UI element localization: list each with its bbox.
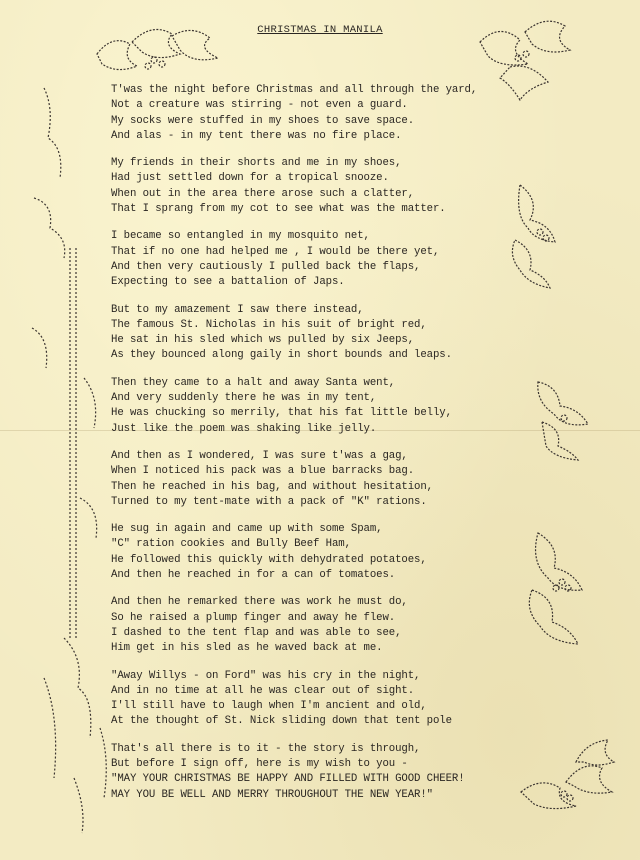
poem-line: T'was the night before Christmas and all through the yard, — [111, 84, 478, 96]
poem-line: He was chucking so merrily, that his fat little belly, — [111, 407, 452, 420]
holly-sprig-icon — [516, 732, 616, 812]
stanza — [111, 156, 531, 217]
stanza — [111, 83, 531, 144]
stanza — [111, 229, 531, 290]
poem-line: Just like the poem was shaking like jelly. — [111, 422, 377, 435]
poem-line: And then he remarked there was work he must do, — [111, 596, 408, 609]
poem-line: But to my amazement I saw there instead, — [111, 303, 364, 316]
poem-line: The famous St. Nicholas in his suit of bright red, — [111, 318, 427, 331]
poem-line: That's all there is to it - the story is through, — [111, 742, 421, 755]
poem-line: He followed this quickly with dehydrated potatoes, — [111, 553, 427, 566]
poem-line: But before I sign off, here is my wish to you - — [111, 757, 408, 770]
poem-line: So he raised a plump finger and away he flew. — [111, 611, 396, 624]
stanza — [111, 449, 531, 510]
stanza — [111, 742, 531, 803]
poem-line: Him get in his sled as he waved back at me. — [111, 642, 383, 655]
poem-line: At the thought of St. Nick sliding down that tent pole — [111, 715, 452, 728]
poem-line: MAY YOU BE WELL AND MERRY THROUGHOUT THE NEW YEAR!" — [111, 788, 433, 801]
poem-line: Then they came to a halt and away Santa went, — [111, 376, 396, 389]
stanza — [111, 376, 531, 437]
poem-line: That I sprang from my cot to see what was the matter. — [111, 203, 446, 216]
poem-line: And then he reached in for a can of tomatoes. — [111, 569, 396, 582]
poem-line: I'll still have to laugh when I'm ancient and old, — [111, 700, 427, 713]
poem-line: "Away Willys - on Ford" was his cry in the night, — [111, 669, 421, 682]
poem-line: And alas - in my tent there was no fire place. — [111, 129, 402, 142]
poem-line: When I noticed his pack was a blue barracks bag. — [111, 465, 415, 478]
poem-line: He sug in again and came up with some Spam, — [111, 523, 383, 536]
stanza — [111, 303, 531, 364]
document-title: CHRISTMAS IN MANILA — [257, 24, 383, 36]
poem-line: Had just settled down for a tropical snooze. — [111, 172, 389, 185]
poem-line: And then very cautiously I pulled back the flaps, — [111, 260, 421, 273]
holly-sprig-icon — [528, 372, 598, 462]
poem-line: I dashed to the tent flap and was able to see, — [111, 626, 402, 639]
poem-line: I became so entangled in my mosquito net, — [111, 230, 370, 243]
poem-line: And then as I wondered, I was sure t'was a gag, — [111, 449, 408, 462]
poem-line: My friends in their shorts and me in my shoes, — [111, 157, 402, 170]
poem-line: That if no one had helped me , I would be there yet, — [111, 245, 440, 258]
stanza — [111, 522, 531, 583]
candle-pole-icon — [24, 78, 114, 838]
poem-line: He sat in his sled which ws pulled by six Jeeps, — [111, 334, 415, 347]
poem-line: Expecting to see a battalion of Japs. — [111, 276, 345, 289]
poem-line: As they bounced along gaily in short bounds and leaps. — [111, 349, 452, 362]
poem-line: Then he reached in his bag, and without hesitation, — [111, 480, 433, 493]
poem-line: My socks were stuffed in my shoes to save space. — [111, 114, 415, 127]
poem-line: And very suddenly there he was in my tent, — [111, 392, 377, 405]
stanza — [111, 595, 531, 656]
poem-body — [111, 83, 531, 815]
poem-line: "C" ration cookies and Bully Beef Ham, — [111, 538, 351, 551]
poem-line: Not a creature was stirring - not even a guard. — [111, 99, 408, 112]
poem-line: And in no time at all he was clear out of sight. — [111, 684, 415, 697]
poem-line: "MAY YOUR CHRISTMAS BE HAPPY AND FILLED WITH GOOD CHEER! — [111, 773, 465, 786]
stanza — [111, 669, 531, 730]
poem-line: When out in the area there arose such a clatter, — [111, 187, 415, 200]
poem-line: Turned to my tent-mate with a pack of "K" rations. — [111, 495, 427, 508]
